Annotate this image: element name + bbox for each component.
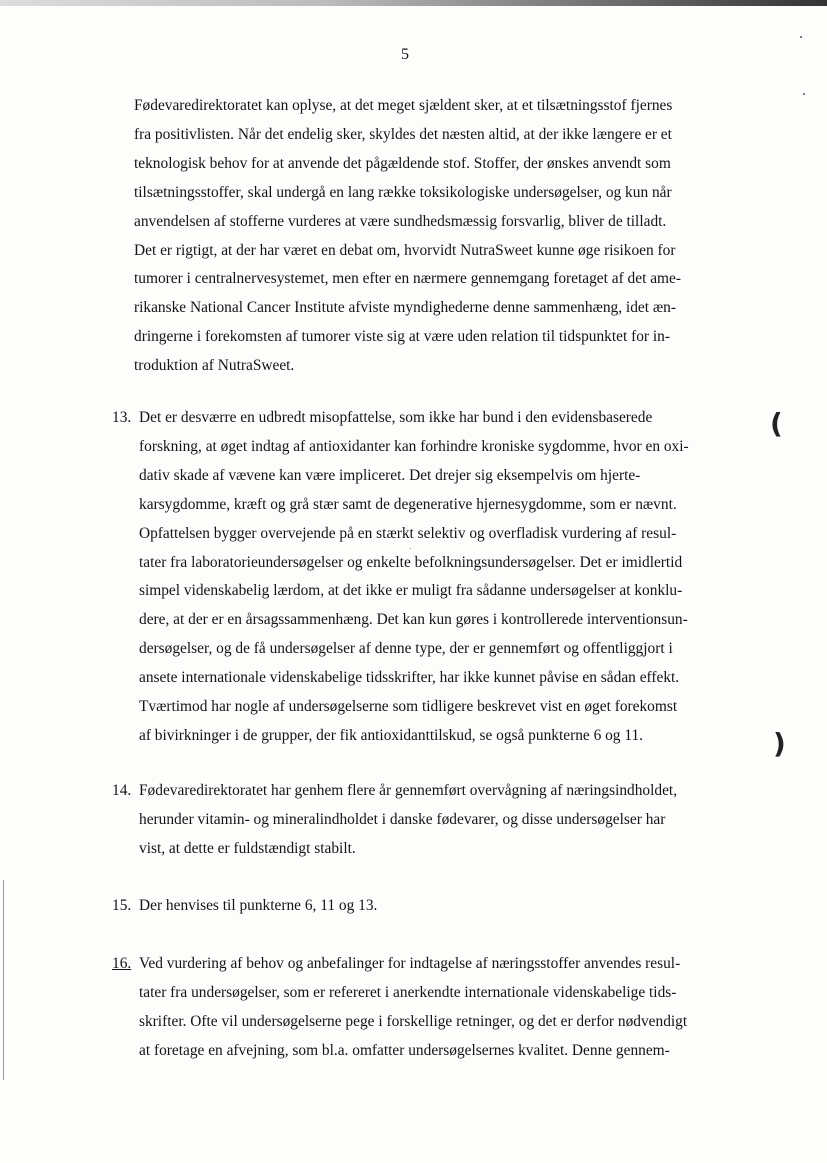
handwritten-close-bracket-mark: )	[773, 727, 786, 760]
paragraph-line: dativ skade af vævene kan være impliceret. Det drejer sig eksempelvis om hjerte-	[139, 466, 641, 484]
paragraph-line: tumorer i centralnervesystemet, men efter en nærmere gennemgang foretaget af det ame-	[134, 270, 681, 288]
item-body	[139, 892, 377, 921]
paragraph-line: Opfattelsen bygger overvejende på en stærkt selektiv og overfladisk vurdering af resul-	[139, 524, 677, 542]
item-number: 14.	[112, 782, 132, 799]
paragraph-line: Det er desværre en udbredt misopfattelse, som ikke har bund i den evidensbaserede	[139, 409, 653, 426]
scan-top-edge	[0, 0, 827, 6]
item-body	[139, 950, 687, 1066]
paragraph-line: at foretage en afvejning, som bl.a. omfatter undersøgelsernes kvalitet. Denne gennem-	[139, 1041, 670, 1059]
item-number: 13.	[112, 409, 132, 426]
paragraph-line: teknologisk behov for at anvende det pågældende stof. Stoffer, der ønskes anvendt som	[134, 154, 671, 172]
paragraph-line: tilsætningsstoffer, skal undergå en lang række toksikologiske undersøgelser, og kun når	[134, 183, 672, 201]
paragraph-line: forskning, at øget indtag af antioxidanter kan forhindre kroniske sygdomme, hvor en oxi-	[139, 437, 689, 455]
paragraph-line: anvendelsen af stofferne vurderes at være sundhedsmæssig forsvarlig, bliver de tilladt.	[134, 212, 667, 230]
paragraph-line: simpel videnskabelig lærdom, at det ikke er muligt fra sådanne undersøgelser at konklu-	[139, 582, 683, 600]
paragraph-line: dringerne i forekomsten af tumorer viste sig at være uden relation til tidspunktet for in-	[134, 328, 670, 346]
paragraph-line: tater fra laboratorieundersøgelser og enkelte befolkningsundersøgelser. Det er imidlertid	[139, 553, 683, 571]
scan-left-edge	[3, 880, 4, 1080]
paragraph-line: dere, at der er en årsagssammenhæng. Det kan kun gøres i kontrollerede interventionsun-	[139, 611, 688, 629]
item-body	[139, 777, 677, 864]
paragraph-line: Fødevaredirektoratet kan oplyse, at det meget sjældent sker, at et tilsætningsstof fjernes	[134, 97, 673, 114]
item-number: 15.	[112, 897, 132, 914]
scan-speck	[800, 36, 802, 38]
page-number: 5	[401, 46, 409, 63]
handwritten-open-bracket-mark: (	[770, 407, 783, 440]
paragraph-line: af bivirkninger i de grupper, der fik antioxidanttilskud, se også punkterne 6 og 11.	[139, 726, 644, 744]
paragraph-line: ansete internationale videnskabelige tidsskrifter, har ikke kunnet påvise en sådan effekt.	[139, 669, 680, 687]
paragraph-line: Fødevaredirektoratet har genhem flere år gennemført overvågning af næringsindholdet,	[139, 782, 678, 799]
paragraph-line: tater fra undersøgelser, som er refereret i anerkendte internationale videnskabelige tids-	[139, 983, 677, 1001]
paragraph-line: Tværtimod har nogle af undersøgelserne som tidligere beskrevet vist en øget forekomst	[139, 698, 678, 716]
paragraph-line: vist, at dette er fuldstændigt stabilt.	[139, 839, 356, 857]
item-number: 16.	[112, 955, 132, 972]
paragraph-line: dersøgelser, og de få undersøgelser af denne type, der er gennemført og offentliggjort i	[139, 640, 673, 658]
paragraph-line: rikanske National Cancer Institute afviste myndighederne denne sammenhæng, idet æn-	[134, 299, 676, 317]
scan-speck	[803, 93, 805, 95]
scan-speck	[410, 548, 411, 549]
paragraph-line: fra positivlisten. Når det endelig sker, skyldes det næsten altid, at der ikke længere er et	[134, 125, 672, 143]
paragraph-line: Ved vurdering af behov og anbefalinger for indtagelse af næringsstoffer anvendes resul-	[139, 955, 681, 972]
paragraph-line: skrifter. Ofte vil undersøgelserne pege i forskellige retninger, og det er derfor nødvendigt	[139, 1012, 688, 1030]
paragraph-line: Det er rigtigt, at der har været en debat om, hvorvidt NutraSweet kunne øge risikoen for	[134, 241, 676, 259]
item-body	[139, 404, 689, 751]
paragraph-line: karsygdomme, kræft og grå stær samt de degenerative hjernesygdomme, som er nævnt.	[139, 495, 677, 513]
paragraph-line: Der henvises til punkterne 6, 11 og 13.	[139, 897, 378, 914]
paragraph-line: herunder vitamin- og mineralindholdet i danske fødevarer, og disse undersøgelser har	[139, 810, 666, 828]
paragraph-line: troduktion af NutraSweet.	[134, 357, 295, 375]
intro-paragraph	[134, 92, 681, 381]
